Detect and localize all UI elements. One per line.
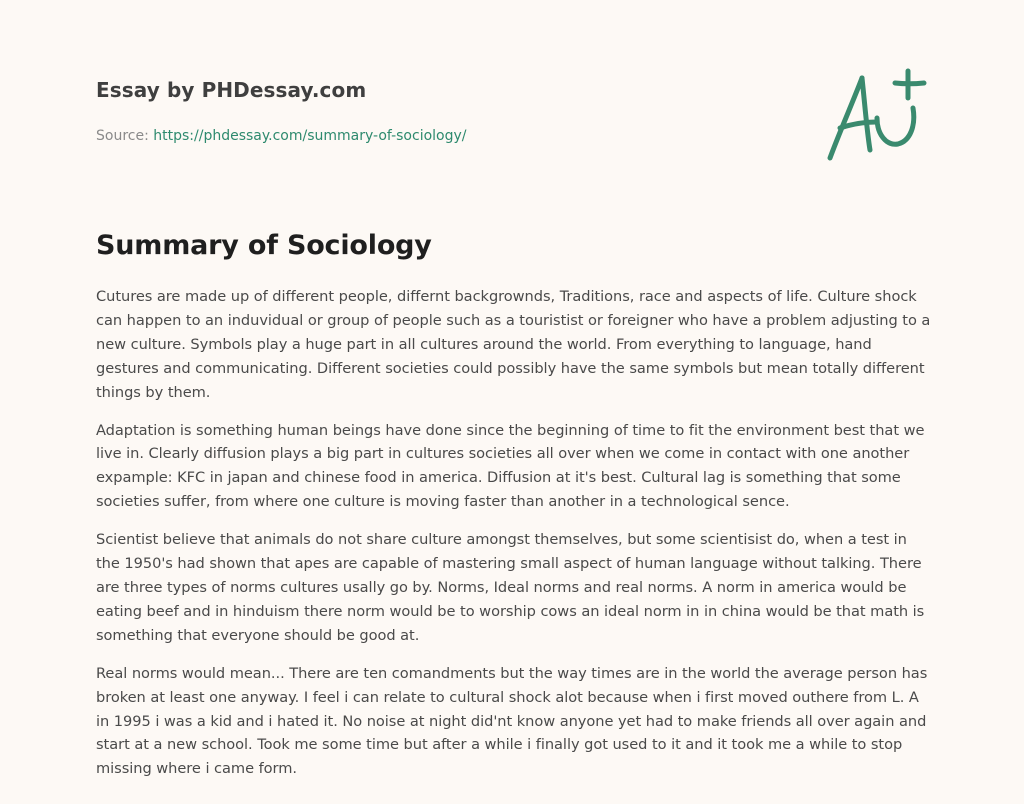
- essay-paragraph: Real norms would mean... There are ten comandments but the way times are in the world the average person has broken at least one anyway. I feel i can relate to cultural shock alot because when i first moved outhere from L. A in 1995 i was a kid and i hated it. No noise at night did'nt know anyone yet had to make friends all over again and start at a new school. Took me some time but after a while i finally got used to it and it took me a while to stop missing where i came form.: [96, 664, 928, 778]
- brand-title: Essay by PHDessay.com: [96, 78, 367, 102]
- essay-body: [96, 285, 932, 795]
- a-plus-grade-logo-icon: [820, 66, 930, 166]
- essay-title: Summary of Sociology: [96, 230, 432, 261]
- essay-header: [96, 76, 816, 146]
- source-link[interactable]: https://phdessay.com/summary-of-sociology/: [153, 128, 467, 144]
- source-line: [96, 126, 816, 146]
- essay-paragraph: Adaptation is something human beings have done since the beginning of time to fit the environment best that we live in. Clearly diffusion plays a big part in cultures societies all over when we come in contact with one another expample: KFC in japan and chinese food in america. Diffusion at it's best. Cultural lag is something that some societies suffer, from where one culture is moving faster than another in a technological sence.: [96, 421, 925, 511]
- essay-paragraph: Scientist believe that animals do not share culture amongst themselves, but some scientisist do, when a test in the 1950's had shown that apes are capable of mastering small aspect of human language without talking. There are three types of norms cultures usally go by. Norms, Ideal norms and real norms. A norm in america would be eating beef and in hinduism there norm would be to worship cows an ideal norm in in china would be that math is something that everyone should be good at.: [96, 531, 925, 644]
- essay-paragraph: Cutures are made up of different people, differnt backgrownds, Traditions, race and aspects of life. Culture shock can happen to an induvidual or group of people such as a touristist or foreigner who have a problem adjusting to a new culture. Symbols play a huge part in all cultures around the world. From everything to language, hand gestures and communicating. Different societies could possibly have the same symbols but mean totally different things by them.: [96, 288, 931, 401]
- source-label: Source:: [96, 128, 149, 144]
